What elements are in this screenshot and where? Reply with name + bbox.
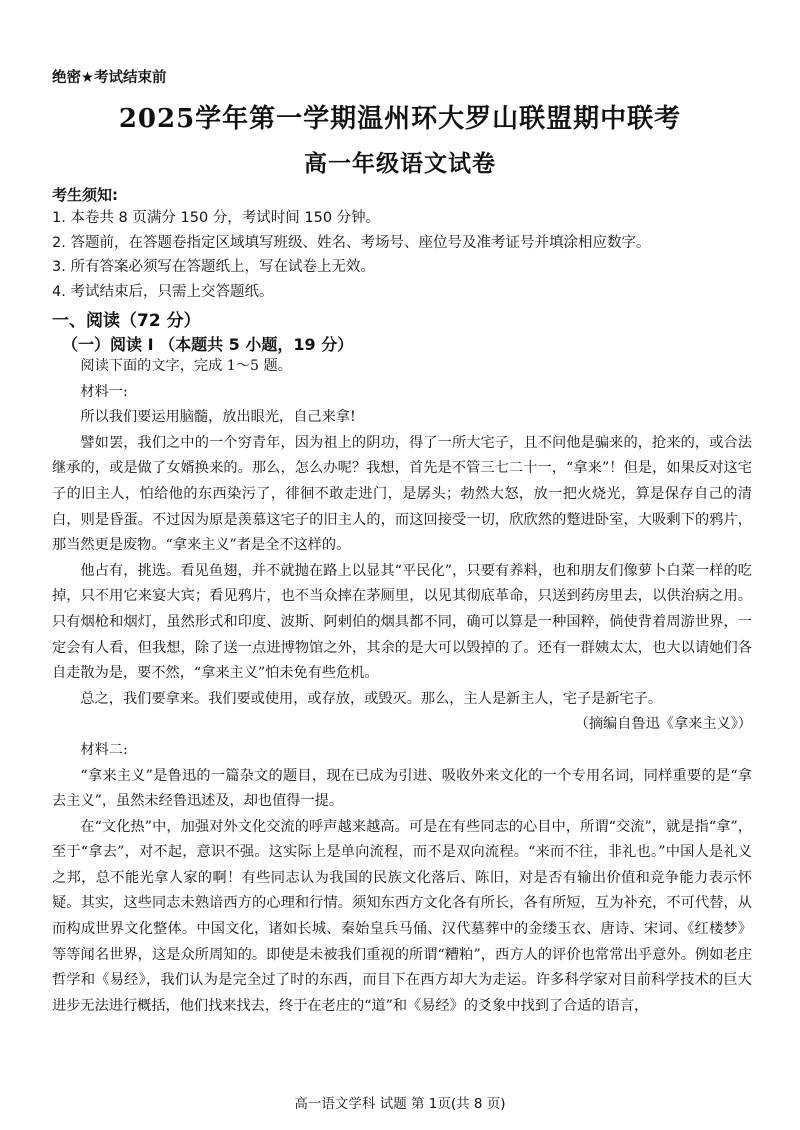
section-title: 一、阅读（72 分） <box>52 311 201 331</box>
page-footer: 高一语文学科 试题 第 1页(共 8 页) <box>294 1096 506 1112</box>
material2-paragraph: 在“文化热”中，加强对外文化交流的呼声越来越高。可是在有些同志的心目中，所谓“交流”，就是指“拿”，至于“拿去”，对不起，意识不强。这实际上是单向流程，而不是双向流程。“来而不往，非礼也。”中国人是礼义之邦，总不能光拿人家的啊！有些同志认为我国的民族文化落后、陈旧，对是否有输出价值和竞争能力表示怀疑。其实，这些同志未熟谙西方的心理和行情。须知东西方文化各有所长，各有所短，互为补充，不可代替，从而构成世界文化整体。中国文化，诸如长城、秦始皇兵马俑、汉代墓葬中的金缕玉衣、唐诗、宋词、《红楼梦》等等闻名世界，这是众所周知的。即使是未被我们重视的所谓“糟粕”，西方人的评价也常常出乎意外。例如老庄哲学和《易经》，我们认为是完全过了时的东西，而目下在西方却大为走运。许多科学家对目前科学技术的巨大进步无法进行概括，他们找来找去，终于在老庄的“道”和《易经》的爻象中找到了合适的语言， <box>52 818 752 1014</box>
exam-subtitle: 高一年级语文试卷 <box>304 150 496 177</box>
notice-item: 3. 所有答案必须写在答题纸上，写在试卷上无效。 <box>52 259 375 275</box>
reading-instruction: 阅读下面的文字，完成 1～5 题。 <box>80 358 292 374</box>
material1-label: 材料一: <box>80 383 128 400</box>
notice-list <box>52 206 762 304</box>
material1-paragraph: 他占有，挑选。看见鱼翅，并不就抛在路上以显其“平民化”，只要有养料，也和朋友们像萝卜白菜一样的吃掉，只不用它来宴大宾；看见鸦片，也不当众摔在茅厕里，以见其彻底革命，只送到药房里去，以供治病之用。只有烟枪和烟灯，虽然形式和印度、波斯、阿剌伯的烟具都不同，确可以算是一种国粹，倘使背着周游世界，一定会有人看，但我想，除了送一点进博物馆之外，其余的是大可以毁掉的了。还有一群姨太太，也大以请她们各自走散为是，要不然，“拿来主义”怕未免有些危机。 <box>52 562 752 682</box>
notice-item: 2. 答题前，在答题卷指定区域填写班级、姓名、考场号、座位号及准考证号并填涂相应数字。 <box>52 234 651 251</box>
material1-paragraph: 所以我们要运用脑髓，放出眼光，自己来拿! <box>80 409 356 426</box>
exam-title: 2025学年第一学期温州环大罗山联盟期中联考 <box>118 104 682 134</box>
notice-item: 1. 本卷共 8 页满分 150 分，考试时间 150 分钟。 <box>52 210 381 226</box>
notice-heading: 考生须知: <box>52 186 118 204</box>
material2-paragraph: “拿来主义”是鲁迅的一篇杂文的题目，现在已成为引进、吸收外来文化的一个专用名词，同样重要的是“拿去主义”，虽然未经鲁迅述及，却也值得一提。 <box>52 767 752 810</box>
material1-source: （摘编自鲁迅《拿来主义》） <box>574 716 752 733</box>
notice-item: 4. 考试结束后，只需上交答题纸。 <box>52 283 274 300</box>
subsection-title: （一）阅读 I （本题共 5 小题，19 分） <box>62 335 354 354</box>
material1-paragraph: 譬如罢，我们之中的一个穷青年，因为祖上的阴功，得了一所大宅子，且不问他是骗来的，抢来的，或合法继承的，或是做了女婿换来的。那么，怎么办呢？我想，首先是不管三七二十一，“拿来”！但是，如果反对这宅子的旧主人，怕给他的东西染污了，徘徊不敢走进门，是孱头；勃然大怒，放一把火烧光，算是保存自己的清白，则是昏蛋。不过因为原是羡慕这宅子的旧主人的，而这回接受一切，欣欣然的蹩进卧室，大吸剩下的鸦片，那当然更是废物。“拿来主义”者是全不这样的。 <box>52 434 752 554</box>
confidential-label: 绝密★考试结束前 <box>52 70 167 86</box>
reading-passage <box>52 354 752 1019</box>
material1-paragraph: 总之，我们要拿来。我们要或使用，或存放，或毁灭。那么，主人是新主人，宅子是新宅子。 <box>80 690 663 707</box>
material2-label: 材料二: <box>80 741 128 758</box>
